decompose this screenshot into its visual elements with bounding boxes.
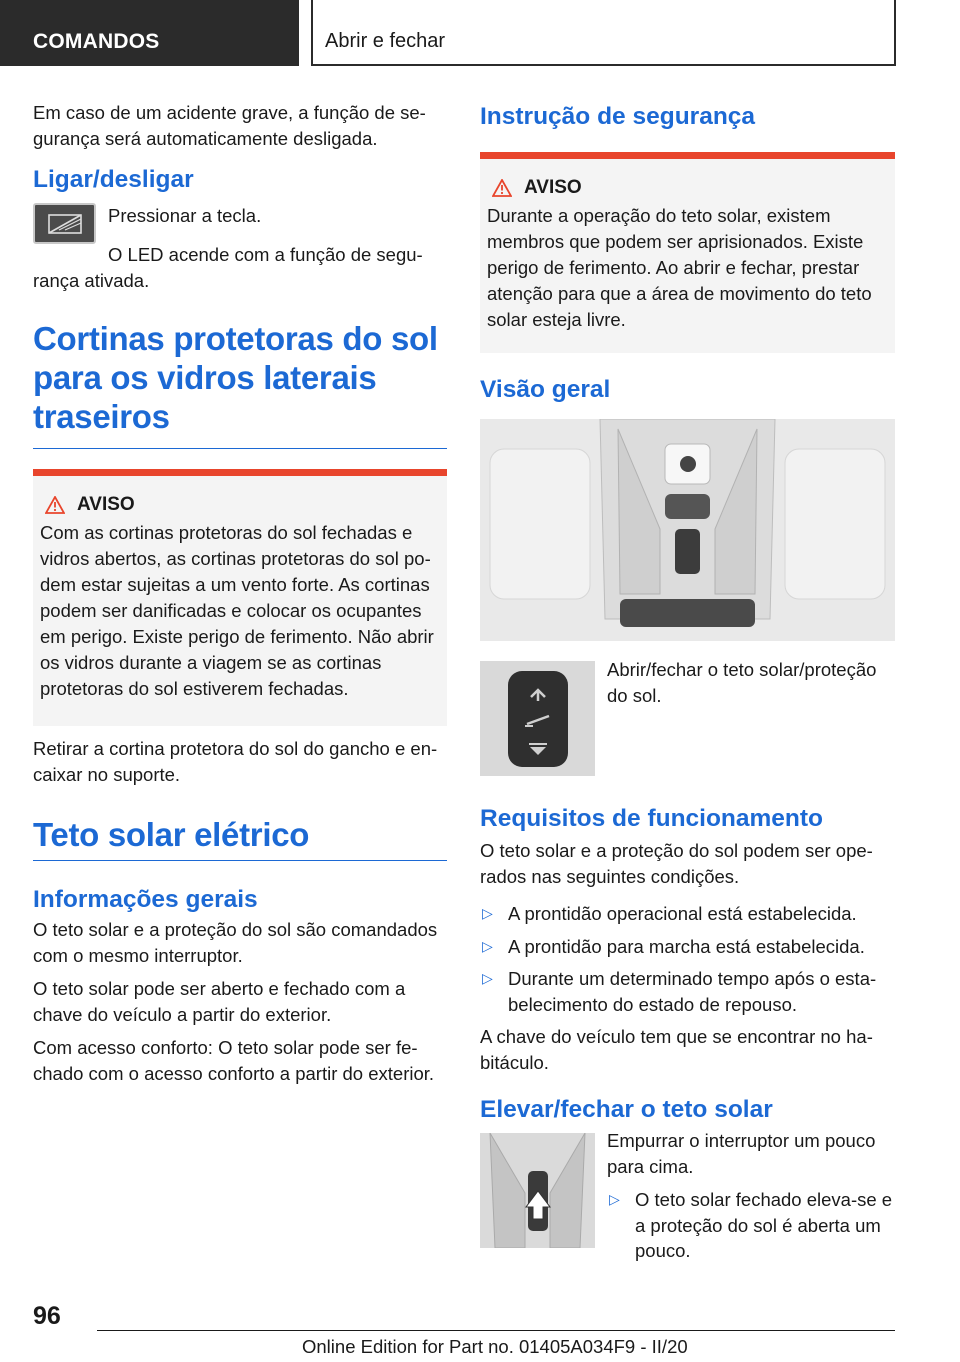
- right-column: [480, 100, 895, 1271]
- sunroof-heading: Teto solar elétrico: [33, 815, 447, 861]
- list-item: ▷ A prontidão para marcha está estabelecida.: [480, 934, 895, 960]
- list-item: ▷ A prontidão operacional está estabelecida.: [480, 901, 895, 927]
- requirements-note: A chave do veículo tem que se encontrar no ha-bitáculo.: [480, 1026, 873, 1073]
- warning-title: AVISO: [15, 494, 439, 516]
- info-paragraph-3: Com acesso conforto: O teto solar pode ser fe-chado com o acesso conforto a partir do exterior.: [33, 1037, 435, 1084]
- bullet-triangle-icon: ▷: [482, 937, 493, 954]
- requirements-heading: Requisitos de funcionamento: [480, 805, 824, 832]
- overhead-console-photo: [480, 419, 895, 641]
- list-item: ▷ O teto solar fechado eleva-se e a proteção do sol é aberta um pouco.: [609, 1189, 893, 1261]
- requirements-intro: O teto solar e a proteção do sol podem ser ope-rados nas seguintes condições.: [480, 840, 873, 887]
- retire-paragraph: Retirar a cortina protetora do sol do gancho e en-caixar no suporte.: [33, 738, 438, 785]
- bullet-triangle-icon: ▷: [482, 905, 493, 921]
- onoff-line1: Pressionar a tecla.: [108, 205, 262, 226]
- warning-text: Com as cortinas protetoras do sol fechadas e vidros abertos, as cortinas protetoras do sol po-dem estar sujeitas a um vento forte. As cortinas podem ser danificadas e colocar os ocupantes em perigo. Existe perigo de ferimento. Não abrir os vidros durante a viagem se as cortinas protetoras do sol estiverem fechadas.: [40, 522, 434, 699]
- header-section-label: COMANDOS: [33, 30, 160, 53]
- onoff-heading: Ligar/desligar: [33, 166, 194, 193]
- footer-divider: [97, 1330, 895, 1331]
- bullet-triangle-icon: ▷: [482, 970, 493, 986]
- raise-row: [480, 1130, 895, 1271]
- raise-close-heading: Elevar/fechar o teto solar: [480, 1096, 773, 1123]
- header-chapter-tab: [311, 0, 896, 66]
- warning-box-sunroof: [480, 152, 895, 353]
- footer-edition: Online Edition for Part no. 01405A034F9 - II/20: [302, 1336, 688, 1357]
- raise-list: [607, 1187, 895, 1264]
- left-column: [33, 100, 447, 1094]
- info-paragraph-1: O teto solar e a proteção do sol são comandados com o mesmo interruptor.: [33, 919, 438, 966]
- warning-text: Durante a operação do teto solar, existem membros que podem ser aprisionados. Existe perigo de ferimento. Ao abrir e fechar, prestar atenção para que a área de movimento do teto solar esteja livre.: [487, 205, 872, 330]
- warning-triangle-icon: [45, 496, 65, 514]
- intro-paragraph: Em caso de um acidente grave, a função de se-gurança será automaticamente desligada.: [33, 102, 426, 149]
- list-item: ▷ Durante um determinado tempo após o esta-belecimento do estado de repouso.: [482, 968, 877, 1015]
- sunshade-button-icon: [33, 203, 96, 244]
- header-chapter-label: Abrir e fechar: [325, 30, 446, 52]
- safety-heading: Instrução de segurança: [480, 103, 756, 130]
- warning-box-sunblinds: [33, 469, 447, 726]
- onoff-row: [33, 203, 447, 244]
- bullet-triangle-icon: ▷: [609, 1191, 620, 1207]
- raise-instruction: Empurrar o interruptor um pouco para cima.: [607, 1130, 876, 1177]
- overview-heading: Visão geral: [480, 376, 611, 403]
- warning-title: AVISO: [462, 177, 887, 199]
- rear-sunblinds-heading: Cortinas protetoras do sol para os vidros laterais traseiros: [33, 319, 447, 449]
- sunroof-switch-photo: [480, 661, 595, 776]
- requirements-list: [480, 901, 895, 1017]
- warning-triangle-icon: [492, 179, 512, 197]
- info-paragraph-2: O teto solar pode ser aberto e fechado com a chave do veículo a partir do exterior.: [33, 978, 406, 1025]
- header-section-tab: [0, 0, 299, 66]
- onoff-line2: O LED acende com a função de segu-rança ativada.: [33, 244, 423, 291]
- switch-row: [480, 661, 895, 776]
- page-number: 96: [33, 1302, 61, 1330]
- general-info-heading: Informações gerais: [33, 886, 258, 913]
- switch-push-photo: [480, 1133, 595, 1248]
- switch-caption: Abrir/fechar o teto solar/proteção do sol.: [607, 659, 877, 706]
